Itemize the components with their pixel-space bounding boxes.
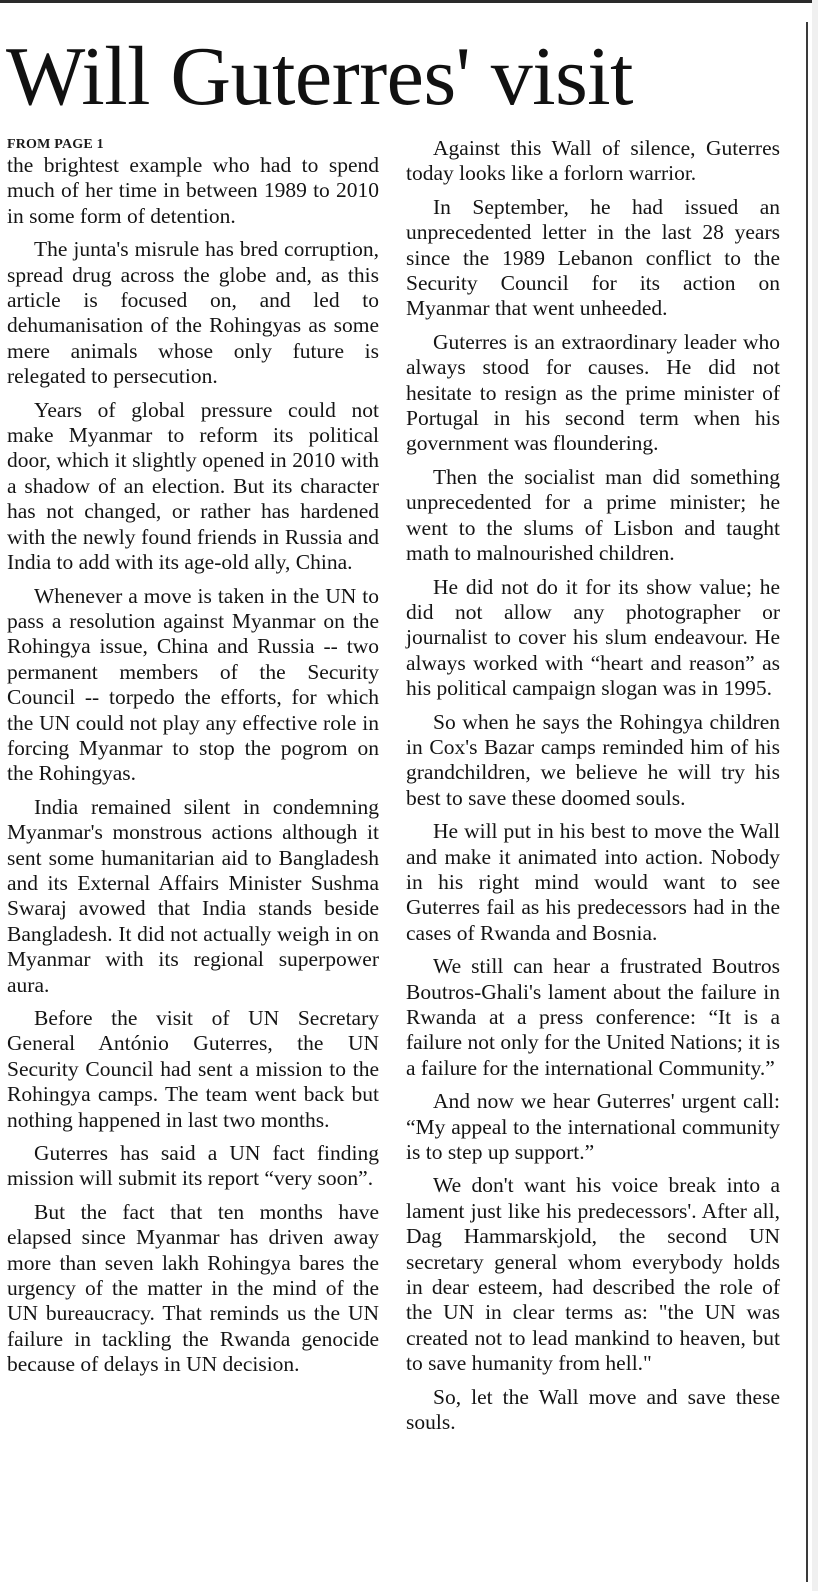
article-column-right bbox=[406, 136, 780, 1444]
paragraph: He will put in his best to move the Wall and make it animated into action. Nobody in his right mind would want to see Guterres fail as his predecessors had in the cases of Rwanda and Bosnia. bbox=[406, 819, 780, 945]
column-divider-rule bbox=[806, 22, 808, 1582]
paragraph: So, let the Wall move and save these souls. bbox=[406, 1384, 780, 1435]
paragraph: India remained silent in condemning Myanmar's monstrous actions although it sent some humanitarian aid to Bangladesh and its External Affairs Minister Sushma Swaraj avowed that India stands beside Bangladesh. It did not actually weigh in on Myanmar with its regional superpower aura. bbox=[7, 794, 379, 997]
paragraph: Guterres is an extraordinary leader who always stood for causes. He did not hesitate to resign as the prime minister of Portugal in his second term when his government was floundering. bbox=[406, 329, 780, 456]
paragraph: Then the socialist man did something unprecedented for a prime minister; he went to the slums of Lisbon and taught math to malnourished children. bbox=[406, 464, 780, 566]
page-edge bbox=[812, 0, 818, 1591]
paragraph: In September, he had issued an unprecedented letter in the last 28 years since the 1989 Lebanon conflict to the Security Council for its action on Myanmar that went unheeded. bbox=[406, 194, 780, 321]
paragraph: Whenever a move is taken in the UN to pass a resolution against Myanmar on the Rohingya issue, China and Russia -- two permanent members of the Security Council -- torpedo the efforts, for which the UN could not play any effective role in forcing Myanmar to stop the pogrom on the Rohingyas. bbox=[7, 583, 379, 786]
top-border-rule bbox=[0, 0, 818, 3]
paragraph: He did not do it for its show value; he did not allow any photographer or journalist to cover his slum endeavour. He always worked with “heart and reason” as his political campaign slogan was in 1995. bbox=[406, 574, 780, 701]
paragraph: Before the visit of UN Secretary General António Guterres, the UN Security Council had sent a mission to the Rohingya camps. The team went back but nothing happened in last two months. bbox=[7, 1006, 379, 1132]
paragraph: Against this Wall of silence, Guterres today looks like a forlorn warrior. bbox=[406, 136, 780, 186]
paragraph: Guterres has said a UN fact finding mission will submit its report “very soon”. bbox=[7, 1141, 379, 1191]
paragraph: So when he says the Rohingya children in Cox's Bazar camps reminded him of his grandchildren, we believe he will try his best to save these doomed souls. bbox=[406, 709, 780, 810]
jump-label: FROM PAGE 1 bbox=[7, 137, 104, 152]
headline: Will Guterres' visit bbox=[6, 30, 633, 123]
paragraph: Years of global pressure could not make Myanmar to reform its political door, which it slightly opened in 2010 with a shadow of an election. But its character has not changed, or rather has hardened with the newly found friends in Russia and India to add with its age-old ally, China. bbox=[7, 397, 379, 575]
paragraph: We don't want his voice break into a lament just like his predecessors'. After all, Dag Hammarskjold, the second UN secretary general whom everybody holds in dear esteem, had described the role of the UN in clear terms as: "the UN was created not to lead mankind to heaven, but to save humanity from hell." bbox=[406, 1173, 780, 1376]
paragraph: But the fact that ten months have elapsed since Myanmar has driven away more than seven lakh Rohingya bares the urgency of the matter in the mind of the UN bureaucracy. That reminds us the UN failure in tackling the Rwanda genocide because of delays in UN decision. bbox=[7, 1199, 379, 1377]
paragraph: The junta's misrule has bred corruption, spread drug across the globe and, as this article is focused on, and led to dehumanisation of the Rohingyas as some mere animals whose only future is relegated to persecution. bbox=[7, 237, 379, 389]
paragraph: And now we hear Guterres' urgent call: “My appeal to the international community is to step up support.” bbox=[406, 1089, 780, 1165]
paragraph: the brightest example who had to spend much of her time in between 1989 to 2010 in some form of detention. bbox=[7, 153, 379, 228]
article-column-left bbox=[7, 136, 379, 1386]
paragraph: We still can hear a frustrated Boutros Boutros-Ghali's lament about the failure in Rwanda at a press conference: “It is a failure not only for the United Nations; it is a failure for the international Community.” bbox=[406, 954, 780, 1080]
